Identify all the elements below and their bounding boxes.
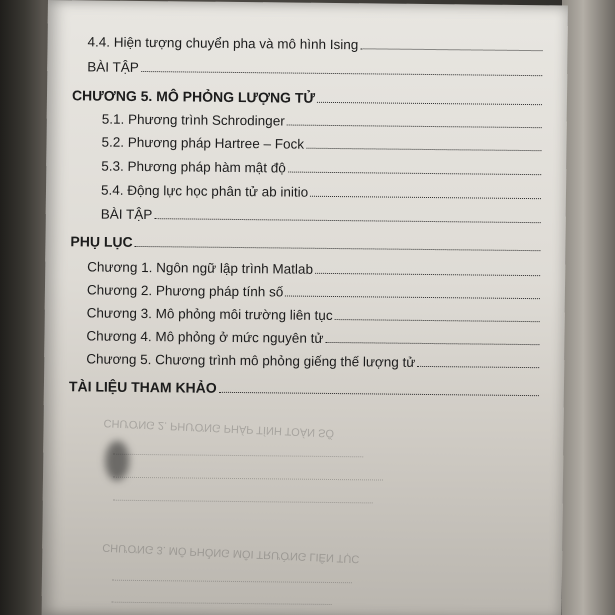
toc-chapter-title: CHƯƠNG 5. MÔ PHỎNG LƯỢNG TỬ [71,87,316,106]
toc-appendix-1 [87,259,540,279]
toc-appendix-2 [87,282,540,302]
leader-dots [360,47,542,51]
toc-entry-4-4 [87,34,542,54]
toc-entry-text: BÀI TẬP [100,206,153,223]
leader-dots [219,391,539,396]
leader-dots [135,245,541,251]
leader-dots [315,272,540,276]
toc-entry-text: 5.3. Phương pháp hàm mật độ [101,158,286,176]
toc-appendix-3 [87,305,540,325]
leader-dots [306,147,542,151]
finger-shadow [105,441,129,481]
toc-entry-5-4 [101,183,541,203]
toc-entry-text: Chương 3. Mô phỏng môi trường liên tục [86,305,333,323]
toc-appendix-4 [86,328,539,348]
leader-dots [317,101,542,105]
book-page [42,0,568,615]
book-edge [562,0,615,615]
toc-entry-5-2 [101,135,541,155]
toc-chapter-title: PHỤ LỤC [70,233,133,250]
leader-dots [287,124,542,129]
show-through-dots [113,476,383,481]
toc-chapter-5 [72,87,542,108]
leader-dots [288,171,541,176]
leader-dots [335,318,540,322]
toc-entry-text: 5.1. Phương trình Schrodinger [101,111,285,129]
toc-appendix-5 [86,351,539,371]
show-through-text: CHƯƠNG 2. PHƯƠNG PHÁP TÍNH TOÁN SỐ [103,416,335,440]
leader-dots [141,70,542,76]
show-through-dots [113,499,373,504]
toc-entry-text: 5.2. Phương pháp Hartree – Fock [101,134,305,152]
leader-dots [325,341,539,345]
toc-entry-text: Chương 2. Phương pháp tính số [86,282,284,300]
toc-entry-exercises-4 [87,59,542,79]
toc-entry-text: Chương 5. Chương trình mô phỏng giếng thế lượng tử [86,351,416,370]
toc-entry-5-1 [102,112,542,132]
toc-entry-text: 4.4. Hiện tượng chuyển pha và mô hình Ising [87,34,359,53]
toc-entry-text: Chương 1. Ngôn ngữ lập trình Matlab [87,259,314,277]
toc-entry-5-3 [101,159,541,179]
leader-dots [154,217,540,223]
show-through-dots [113,453,363,458]
toc-references [69,378,539,399]
leader-dots [285,295,540,300]
toc-entry-exercises-5 [101,207,541,227]
toc-entry-text: Chương 4. Mô phỏng ở mức nguyên tử [86,328,324,346]
leader-dots [310,195,541,199]
show-through-dots [112,601,332,605]
toc-entry-text: BÀI TẬP [87,59,139,75]
toc-entry-text: 5.4. Động lực học phân tử ab initio [100,182,309,200]
toc-appendix [70,233,540,254]
show-through-dots [112,579,352,584]
show-through-text: CHƯƠNG 3. MÔ PHỎNG MÔI TRƯỜNG LIÊN TỤC [102,541,360,565]
toc-chapter-title: TÀI LIỆU THAM KHẢO [68,378,217,396]
leader-dots [417,365,539,368]
